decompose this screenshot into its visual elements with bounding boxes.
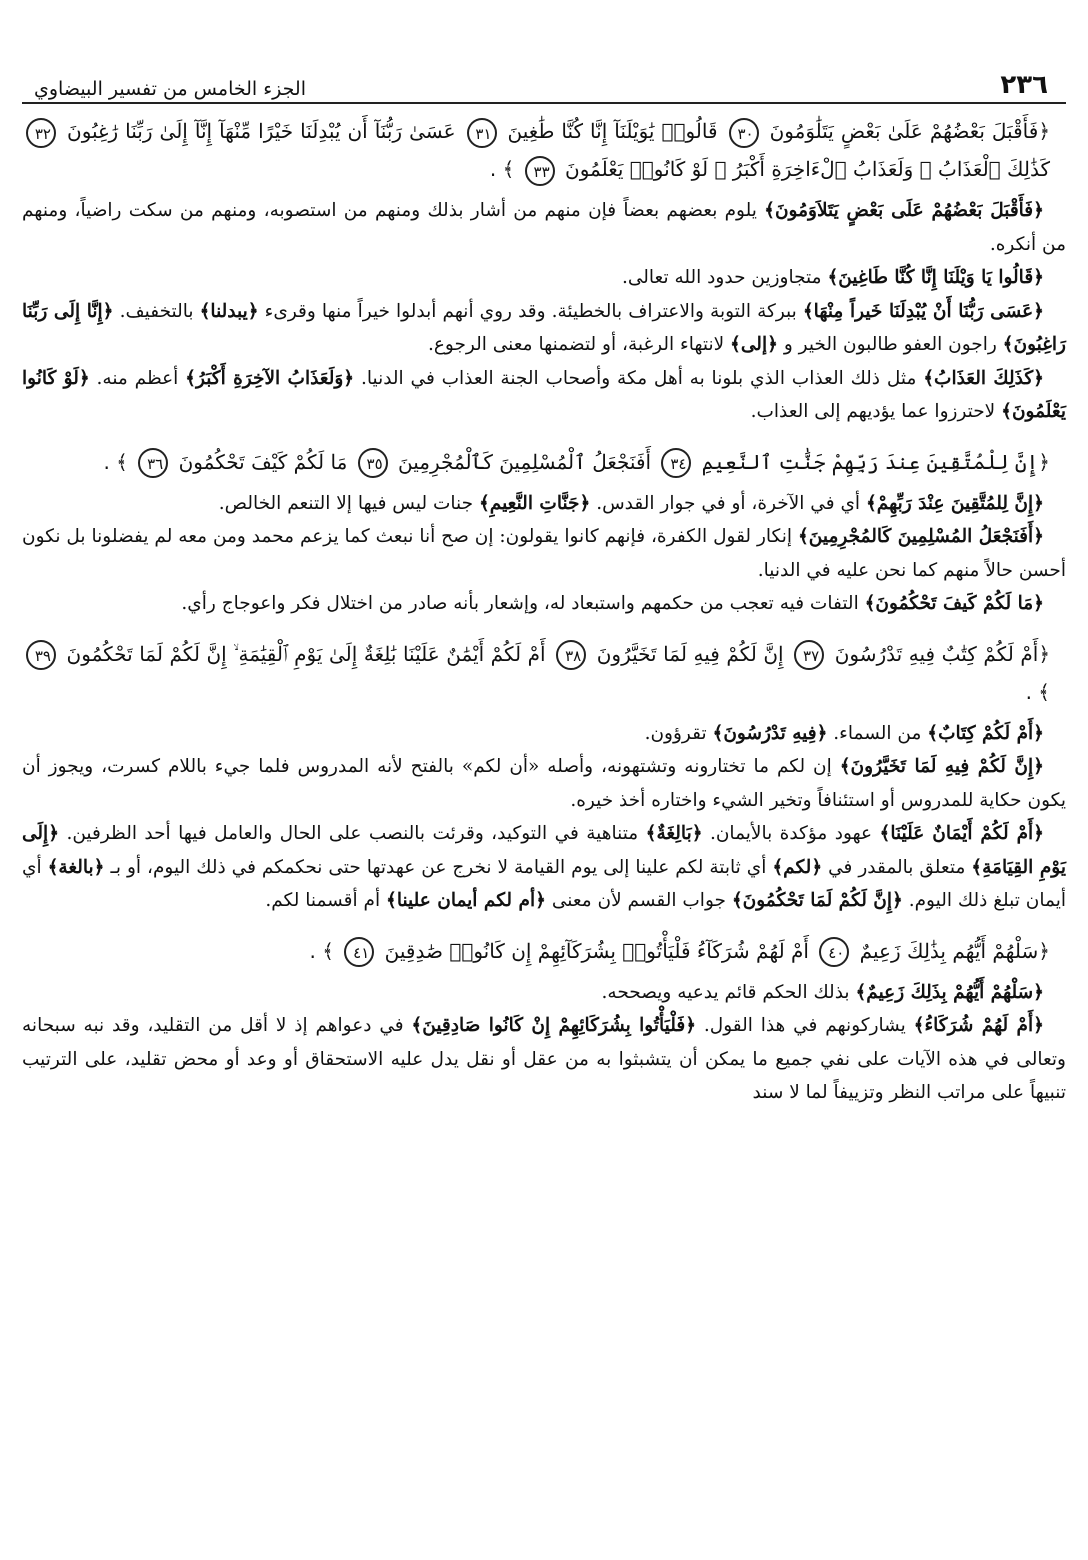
quoted-verse-fragment: ﴿مَا لَكُمْ كَيفَ تَحْكُمُونَ﴾ xyxy=(864,593,1044,614)
commentary-text: مثل ذلك العذاب الذي بلونا به أهل مكة وأصحاب الجنة العذاب في الدنيا. xyxy=(354,367,924,389)
quoted-verse-fragment: ﴿أَمْ لَكُمْ أَيْمَانٌ عَلَيْنَا﴾ xyxy=(879,823,1044,844)
commentary-text: إن لكم ما تختارونه وتشتهونه، وأصله «أن لكم» بالفتح لأنه المدروس فلما جيء باللام كسرت، ويجوز أن يكون حكاية للمدروس أو استئنافاً وتخير الشيء واختاره أخذ خيره. xyxy=(22,756,1066,811)
verse-text: قَالُوا۟ يَٰوَيْلَنَآ إِنَّا كُنَّا طَٰغِينَ xyxy=(500,119,718,143)
commentary-text: يشاركونهم في هذا القول. xyxy=(696,1015,914,1036)
ayah-number-badge: ٣٦ xyxy=(138,448,168,478)
quoted-verse-fragment: ﴿سَلْهُمْ أَيُّهُمْ بِذَلِكَ زَعِيمٌ﴾ xyxy=(855,981,1044,1003)
verse-close-bracket: ﴾ . xyxy=(103,449,128,474)
ayah-number-badge: ٣٣ xyxy=(525,156,555,186)
ayah-number-badge: ٣٤ xyxy=(661,448,691,478)
ayah-number-badge: ٤٠ xyxy=(819,937,849,967)
quran-verse-block xyxy=(22,932,1066,970)
quoted-verse-fragment: ﴿فِيهِ تَدْرُسُونَ﴾ xyxy=(712,722,828,744)
commentary-text: متجاوزين حدود الله تعالى. xyxy=(621,267,828,288)
ayah-number-badge: ٣٠ xyxy=(729,118,759,148)
quoted-verse-fragment: ﴿إِنَّ لَكُمْ فِيهِ لَمَا تَخَيَّرُونَ﴾ xyxy=(839,756,1044,777)
verse-text: أَفَنَجْعَلُ ٱلْمُسْلِمِينَ كَٱلْمُجْرِمِينَ xyxy=(391,449,652,474)
commentary-paragraph xyxy=(22,817,1066,918)
quoted-verse-fragment: ﴿أَمْ لَهُمْ شُرَكَاءُ﴾ xyxy=(913,1015,1044,1036)
quran-verse-block xyxy=(22,112,1066,188)
quoted-verse-fragment: ﴿يبدلنا﴾ xyxy=(199,300,259,322)
commentary-paragraph xyxy=(22,487,1066,521)
verse-text: أَمْ لَهُمْ شُرَكَآءُ فَلْيَأْتُوا۟ بِشُرَكَآئِهِمْ إِن كَانُوا۟ صَٰدِقِينَ xyxy=(378,938,809,963)
commentary-text: يلوم بعضهم بعضاً فإن منهم من أشار بذلك ومنهم من استصوبه، ومنهم من سكت راضياً، ومنهم من أنكره. xyxy=(22,200,1066,255)
quoted-verse-fragment: ﴿قَالُوا يَا وَيْلَنَا إِنَّا كُنَّا طَاغِينَ﴾ xyxy=(827,267,1044,288)
commentary-text: بذلك الحكم قائم يدعيه ويصححه. xyxy=(601,981,856,1003)
commentary-text: أعظم منه. xyxy=(89,367,186,389)
commentary-paragraph xyxy=(22,295,1066,362)
ayah-number-badge: ٣٩ xyxy=(26,640,56,670)
commentary-text: تقرؤون. xyxy=(644,722,713,744)
commentary-text: التفات فيه تعجب من حكمهم واستبعاد له، وإشعار بأنه صادر من اختلال فكر واعوجاج رأي. xyxy=(181,593,865,614)
verse-text: سَلْهُمْ أَيُّهُم بِذَٰلِكَ زَعِيمٌ xyxy=(853,938,1039,963)
ayah-number-badge: ٣٨ xyxy=(556,640,586,670)
commentary-text: أم أقسمنا لكم. xyxy=(265,890,386,911)
commentary-paragraph xyxy=(22,976,1066,1010)
verse-text: فَأَقْبَلَ بَعْضُهُمْ عَلَىٰ بَعْضٍ يَتَلَٰوَمُونَ xyxy=(762,119,1039,143)
commentary-text: عهود مؤكدة بالأيمان. xyxy=(702,823,880,844)
quoted-verse-fragment: ﴿فَلْيَأْتُوا بِشُرَكَائِهِمْ إِنْ كَانُوا صَادِقِينَ﴾ xyxy=(411,1015,697,1036)
section-gap xyxy=(22,918,1066,932)
commentary-text: جواب القسم لأن معنى xyxy=(545,890,732,911)
verse-close-bracket: ﴾ . xyxy=(1025,679,1050,704)
verse-text: إِنَّ لَكُمْ فِيهِ لَمَا تَخَيَّرُونَ xyxy=(590,641,784,666)
commentary-paragraph xyxy=(22,1009,1066,1110)
commentary-text: متعلق بالمقدر في xyxy=(822,856,972,878)
page-number: ٢٣٦ xyxy=(1000,70,1048,100)
ayah-number-badge: ٣١ xyxy=(467,118,497,148)
quoted-verse-fragment: ﴿أَفَنَجْعَلُ المُسْلِمِينَ كَالمُجْرِمِينَ﴾ xyxy=(797,526,1044,547)
quoted-verse-fragment: ﴿جَنَّاتِ النَّعِيمِ﴾ xyxy=(478,492,591,514)
verse-text: إِنَّ لِلْمُتَّقِينَ عِندَ رَبِّهِمْ جَنَّٰتِ ٱلنَّعِيمِ xyxy=(695,449,1039,474)
verse-open-bracket: ﴿ xyxy=(1038,119,1051,143)
quoted-verse-fragment: ﴿إِنَّا إِلَى رَبِّنَا رَاغِبُونَ﴾ xyxy=(22,300,1066,355)
commentary-text: لانتهاء الرغبة، أو لتضمنها معنى الرجوع. xyxy=(427,334,731,355)
ayah-number-badge: ٣٧ xyxy=(794,640,824,670)
quoted-verse-fragment: ﴿إِنَّ لِلمُتَّقِينَ عِنْدَ رَبِّهِمْ﴾ xyxy=(865,492,1044,514)
quran-verse-block xyxy=(22,635,1066,711)
quoted-verse-fragment: ﴿وَلَعَذَابُ الآخِرَةِ أَكْبَرُ﴾ xyxy=(185,367,355,389)
verse-text: أَمْ لَكُمْ أَيْمَٰنٌ عَلَيْنَا بَٰلِغَةٌ إِلَىٰ يَوْمِ ٱلْقِيَٰمَةِ ۙ إِنَّ لَكُمْ لَمَا تَحْكُمُونَ xyxy=(60,641,546,666)
commentary-paragraph xyxy=(22,261,1066,295)
commentary-text: بالتخفيف. xyxy=(113,300,200,322)
quran-verse-block xyxy=(22,443,1066,481)
commentary-text: إنكار لقول الكفرة، فإنهم كانوا يقولون: إن صح أنا نبعث كما يزعم محمد ومن معه لم يفضلونا بل نكون أحسن حالاً منهم كما نحن عليه في الدنيا. xyxy=(22,526,1066,581)
page-header xyxy=(22,56,1066,100)
quoted-verse-fragment: ﴿أَمْ لَكُمْ كِتَابٌ﴾ xyxy=(927,722,1044,744)
quoted-verse-fragment: ﴿إِنَّ لَكُمْ لَمَا تَحْكُمُونَ﴾ xyxy=(731,890,903,911)
commentary-text: لاحترزوا عما يؤديهم إلى العذاب. xyxy=(750,401,1002,422)
commentary-text: أي في الآخرة، أو في جوار القدس. xyxy=(590,492,866,514)
quoted-verse-fragment: ﴿أم لكم أيمان علينا﴾ xyxy=(386,890,546,911)
ayah-number-badge: ٤١ xyxy=(344,937,374,967)
running-title: الجزء الخامس من تفسير البيضاوي xyxy=(34,78,306,100)
verse-close-bracket: ﴾ . xyxy=(489,157,515,181)
commentary-paragraph xyxy=(22,362,1066,429)
quoted-verse-fragment: ﴿عَسَى رَبُّنَا أَنْ يُبْدِلَنَا خَيراً مِنْهَا﴾ xyxy=(802,300,1044,322)
quoted-verse-fragment: ﴿فَأَقْبَلَ بَعْضُهُمْ عَلَى بَعْضٍ يَتَلاَوَمُونَ﴾ xyxy=(764,200,1044,221)
section-gap xyxy=(22,429,1066,443)
verse-close-bracket: ﴾ . xyxy=(309,938,334,963)
verse-open-bracket: ﴿ xyxy=(1038,641,1051,666)
commentary-text: جنات ليس فيها إلا التنعم الخالص. xyxy=(218,492,479,514)
header-rule xyxy=(22,102,1066,104)
ayah-number-badge: ٣٢ xyxy=(26,118,56,148)
verse-text: عَسَىٰ رَبُّنَآ أَن يُبْدِلَنَا خَيْرًا مِّنْهَآ إِنَّآ إِلَىٰ رَبِّنَا رَٰغِبُونَ xyxy=(60,119,456,143)
commentary-text: أي ثابتة لكم علينا إلى يوم القيامة لا نخرج عن عهدتها حتى نحكمكم في ذلك اليوم، أو بـ xyxy=(104,856,773,878)
quoted-verse-fragment: ﴿إلى﴾ xyxy=(730,334,778,355)
commentary-paragraph xyxy=(22,717,1066,751)
commentary-paragraph xyxy=(22,587,1066,621)
commentary-text: في دعواهم إذ لا أقل من التقليد، وقد نبه سبحانه وتعالى في هذه الآيات على نفي جميع ما يمكن أن يتشبثوا به من عقل أو نقل يدل عليه الاستحقاق أو وعد أو محض تقليد، على الترتيب تنبيهاً على مراتب النظر وتزييفاً لما لا سند xyxy=(22,1015,1066,1103)
page-body xyxy=(22,112,1066,1110)
commentary-text: أي أيمان تبلغ ذلك اليوم. xyxy=(22,856,1066,911)
verse-text: مَا لَكُمْ كَيْفَ تَحْكُمُونَ xyxy=(172,449,348,474)
ayah-number-badge: ٣٥ xyxy=(358,448,388,478)
verse-open-bracket: ﴿ xyxy=(1038,938,1050,963)
commentary-text: متناهية في التوكيد، وقرئت بالنصب على الحال والعامل فيها أحد الظرفين. xyxy=(59,823,646,844)
quoted-verse-fragment: ﴿بالغة﴾ xyxy=(47,856,105,878)
quoted-verse-fragment: ﴿إِلَى يَوْمِ القِيَامَةِ﴾ xyxy=(22,823,1066,878)
quoted-verse-fragment: ﴿بَالِغَةٌ﴾ xyxy=(645,823,703,844)
verse-text: كَذَٰلِكَ ٱلْعَذَابُ ۖ وَلَعَذَابُ ٱلْءَاخِرَةِ أَكْبَرُ ۚ لَوْ كَانُوا۟ يَعْلَمُونَ xyxy=(558,157,1050,181)
commentary-text: راجون العفو طالبون الخير و xyxy=(777,334,1003,355)
commentary-text: ببركة التوبة والاعتراف بالخطيئة. وقد روي أنهم أبدلوا خيراً منها وقرىء xyxy=(258,300,803,322)
verse-open-bracket: ﴿ xyxy=(1038,449,1050,474)
verse-text: أَمْ لَكُمْ كِتَٰبٌ فِيهِ تَدْرُسُونَ xyxy=(828,641,1039,666)
commentary-paragraph xyxy=(22,194,1066,261)
quoted-verse-fragment: ﴿لكم﴾ xyxy=(772,856,823,878)
quoted-verse-fragment: ﴿لَوْ كَانُوا يَعْلَمُونَ﴾ xyxy=(22,367,1066,422)
section-gap xyxy=(22,621,1066,635)
commentary-paragraph xyxy=(22,520,1066,587)
commentary-text: من السماء. xyxy=(827,722,928,744)
commentary-paragraph xyxy=(22,750,1066,817)
quoted-verse-fragment: ﴿كَذَلِكَ العَذَابُ﴾ xyxy=(923,367,1044,389)
